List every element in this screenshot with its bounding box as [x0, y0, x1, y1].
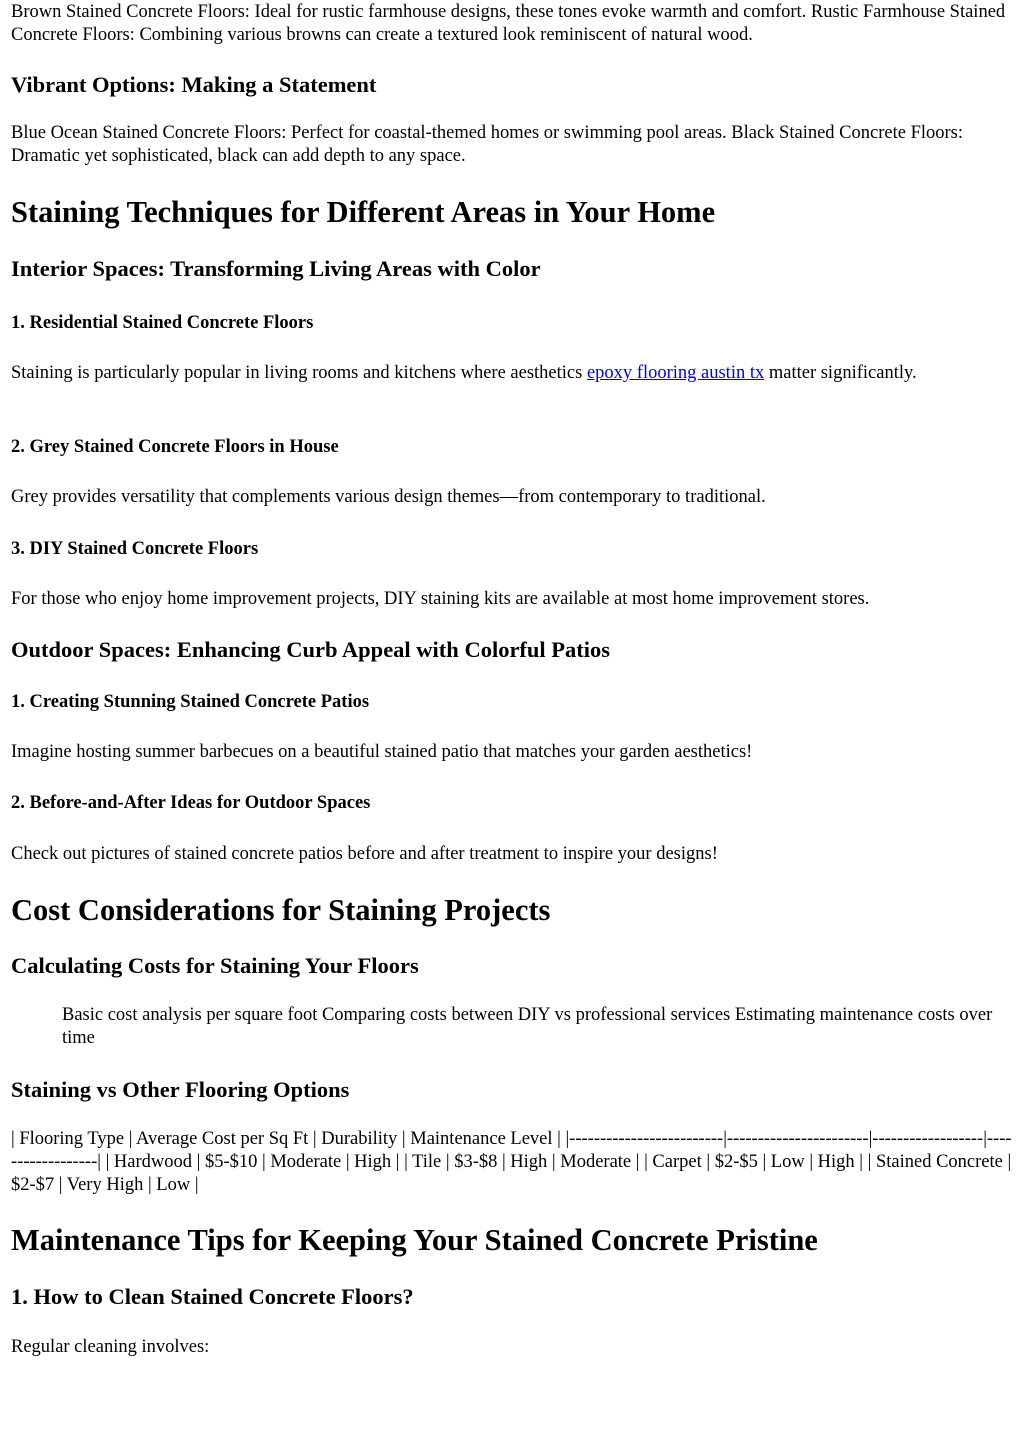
- diy-paragraph: For those who enjoy home improvement projects, DIY staining kits are available at most home improvement stores.: [11, 589, 870, 609]
- grey-heading: 2. Grey Stained Concrete Floors in House: [11, 437, 339, 457]
- flooring-table-text: | Flooring Type | Average Cost per Sq Ft | Durability | Maintenance Level | |-------------------------|-----------------------|------------------|------------------| | Hardwood | $5-$10 | Moderate | High | | Tile | $3-$8 | High | Moderate | | Carpet | $2-$5 | Low | High | | Stained Concrete | $2-$7 | Very High | Low |: [11, 1129, 1012, 1195]
- clean-paragraph: Regular cleaning involves:: [11, 1337, 210, 1357]
- maintenance-heading: Maintenance Tips for Keeping Your Stained Concrete Pristine: [11, 1223, 818, 1257]
- vibrant-paragraph: Blue Ocean Stained Concrete Floors: Perfect for coastal-themed homes or swimming pool areas. Black Stained Concrete Floors: Dramatic yet sophisticated, black can add depth to any space.: [11, 123, 963, 166]
- before-after-paragraph: Check out pictures of stained concrete patios before and after treatment to inspire your designs!: [11, 844, 718, 864]
- vs-heading: Staining vs Other Flooring Options: [11, 1077, 350, 1102]
- residential-paragraph: [11, 362, 1013, 385]
- diy-heading: 3. DIY Stained Concrete Floors: [11, 539, 259, 559]
- list-item: Basic cost analysis per square foot Comparing costs between DIY vs professional services Estimating maintenance costs over time: [62, 1005, 993, 1048]
- grey-paragraph: Grey provides versatility that complements various design themes—from contemporary to traditional.: [11, 487, 766, 507]
- residential-text-before: Staining is particularly popular in living rooms and kitchens where aesthetics: [11, 363, 587, 383]
- interior-heading: Interior Spaces: Transforming Living Areas with Color: [11, 256, 541, 281]
- outdoor-heading: Outdoor Spaces: Enhancing Curb Appeal with Colorful Patios: [11, 637, 611, 662]
- cost-heading: Cost Considerations for Staining Projects: [11, 893, 551, 927]
- residential-heading: 1. Residential Stained Concrete Floors: [11, 313, 314, 333]
- intro-paragraph: Brown Stained Concrete Floors: Ideal for rustic farmhouse designs, these tones evoke warmth and comfort. Rustic Farmhouse Stained Concrete Floors: Combining various browns can create a textured look reminiscent of natural wood.: [11, 2, 1006, 45]
- clean-heading: 1. How to Clean Stained Concrete Floors?: [11, 1284, 414, 1309]
- residential-text-after: matter significantly.: [764, 363, 917, 383]
- epoxy-flooring-link[interactable]: epoxy flooring austin tx: [586, 363, 765, 383]
- vibrant-heading: Vibrant Options: Making a Statement: [11, 72, 377, 97]
- patios-paragraph: Imagine hosting summer barbecues on a beautiful stained patio that matches your garden aesthetics!: [11, 742, 753, 762]
- patios-heading: 1. Creating Stunning Stained Concrete Patios: [11, 692, 370, 712]
- calc-heading: Calculating Costs for Staining Your Floors: [11, 953, 419, 978]
- cost-list: [62, 1004, 1013, 1050]
- before-after-heading: 2. Before-and-After Ideas for Outdoor Spaces: [11, 793, 371, 813]
- techniques-heading: Staining Techniques for Different Areas in Your Home: [11, 195, 716, 229]
